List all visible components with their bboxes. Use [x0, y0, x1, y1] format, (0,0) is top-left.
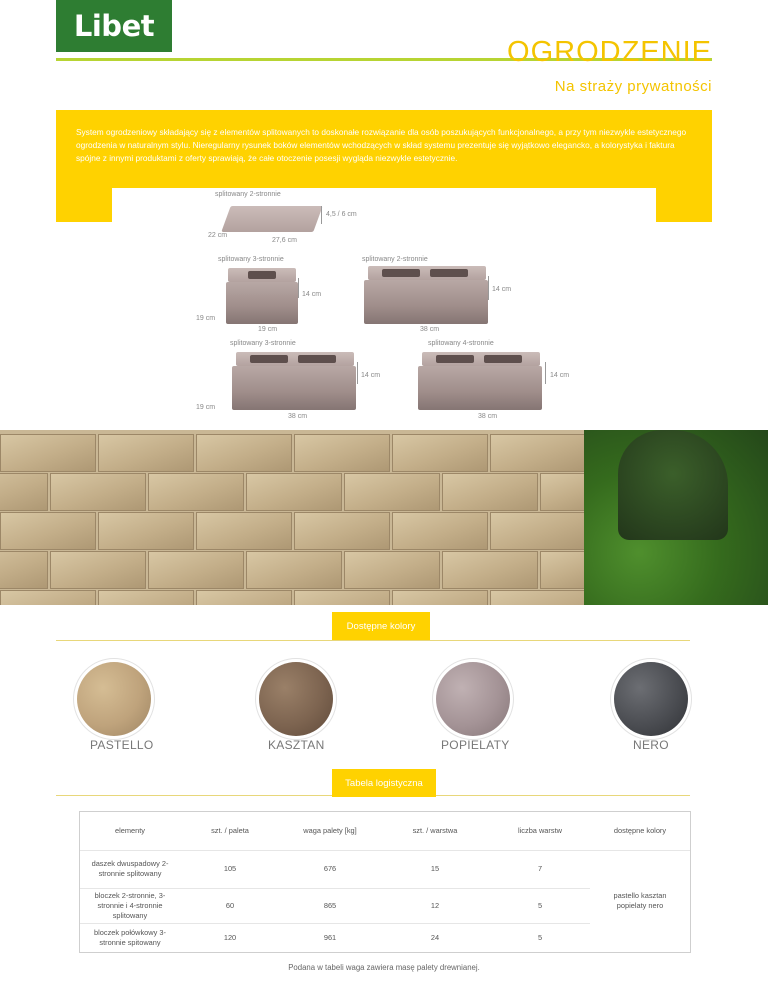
fence-brick [490, 512, 586, 550]
kasztan-texture [259, 662, 333, 736]
fence-brick [0, 434, 96, 472]
dimension-label: 19 cm [196, 315, 216, 322]
dimension-label: 19 cm [258, 326, 278, 333]
logistics-table [79, 811, 691, 953]
table-cell: 865 [323, 901, 337, 910]
fence-brick [50, 551, 146, 589]
footnote: Podana w tabeli waga zawiera masę palety drewnianej. [288, 963, 480, 972]
dimension-label: 22 cm [208, 232, 228, 239]
available-colors-cell: pastello kasztan popielaty nero [613, 891, 667, 910]
table-header: elementy [115, 826, 145, 835]
product-label: splitowany 3-stronnie [218, 256, 284, 263]
table-header: liczba warstw [518, 826, 562, 835]
logistics-section-title: Tabela logistyczna [332, 769, 436, 797]
fence-brick [50, 473, 146, 511]
fence-brick [490, 590, 586, 605]
table-header: szt. / warstwa [412, 826, 458, 835]
fence-brick [148, 551, 244, 589]
fence-brick [196, 512, 292, 550]
fence-brick [0, 473, 48, 511]
fence-brick [148, 473, 244, 511]
logo-text: Libet [73, 9, 155, 43]
dimension-label: 14 cm [550, 372, 570, 379]
table-cell: 7 [537, 864, 543, 873]
fence-brick [98, 590, 194, 605]
fence-brick [490, 434, 586, 472]
product-label: splitowany 2-stronnie [362, 256, 428, 263]
fence-brick [246, 473, 342, 511]
table-cell: 15 [430, 864, 440, 873]
table-cell: bloczek połówkowy 3-stronnie spitowany [94, 928, 166, 947]
table-cell: bloczek 2-stronnie, 3-stronnie i 4-stronnie splitowany [94, 891, 166, 920]
fence-brick [98, 512, 194, 550]
table-cell: 120 [223, 933, 237, 942]
libet-logo [56, 0, 172, 52]
fence-brick [246, 551, 342, 589]
table-header: dostępne kolory [613, 826, 667, 835]
intro-text: System ogrodzeniowy składający się z elementów splitowanych to doskonałe rozwiązanie dla osób poszukujących funkcjonalnego, a przy tym niezwykle estetycznego ogrodzenia w naturalnym stylu. Nieregularny rysunek boków elementów wchodzących w skład systemu prezentuje się wyjątkowo elegancko, a kolorystyka i faktura spójne z innymi produktami z oferty sprawiają, że całe otoczenie posesji wygląda niezwykle estetycznie. [76, 127, 687, 163]
product-label: splitowany 3-stronnie [230, 340, 296, 347]
fence-brick [344, 551, 440, 589]
block-image [232, 366, 356, 410]
table-header: waga palety [kg] [303, 826, 357, 835]
dimension-label: 14 cm [302, 291, 322, 298]
fence-brick [392, 434, 488, 472]
fence-brick [392, 590, 488, 605]
fence-brick [294, 512, 390, 550]
block-image [418, 366, 542, 410]
table-header: szt. / paleta [211, 826, 249, 835]
nero-texture [614, 662, 688, 736]
table-cell: daszek dwuspadowy 2-stronnie splitowany [91, 859, 169, 878]
fence-brick [196, 590, 292, 605]
table-cell: 676 [323, 864, 337, 873]
fence-brick [98, 434, 194, 472]
page-subtitle: Na straży prywatności [554, 78, 712, 95]
swatch-nero [610, 658, 692, 740]
fence-photo [0, 430, 768, 605]
fence-brick [392, 512, 488, 550]
table-cell: 60 [225, 901, 235, 910]
swatch-popielaty [432, 658, 514, 740]
block-image [364, 280, 488, 324]
dimension-label: 19 cm [196, 404, 216, 411]
swatch-kasztan [255, 658, 337, 740]
dimension-label: 27,6 cm [272, 237, 297, 244]
colors-section-title: Dostępne kolory [332, 612, 430, 640]
table-cell: 5 [537, 901, 543, 910]
table-cell: 5 [537, 933, 543, 942]
fence-brick [294, 434, 390, 472]
product-label: splitowany 2-stronnie [215, 191, 281, 198]
fence-brick [442, 473, 538, 511]
popielaty-texture [436, 662, 510, 736]
table-cell: 12 [430, 901, 440, 910]
color-name-popielaty: POPIELATY [441, 738, 510, 752]
dimension-label: 4,5 / 6 cm [326, 211, 357, 218]
fence-brick [344, 473, 440, 511]
fence-brick [0, 512, 96, 550]
color-name-pastello: PASTELLO [90, 738, 154, 752]
dimension-label: 38 cm [478, 413, 498, 420]
dimension-label: 38 cm [420, 326, 440, 333]
table-cell: 105 [223, 864, 237, 873]
dimension-label: 14 cm [492, 286, 512, 293]
pastello-texture [77, 662, 151, 736]
color-name-nero: NERO [633, 738, 669, 752]
fence-brick [442, 551, 538, 589]
fence-brick [196, 434, 292, 472]
dimension-label: 38 cm [288, 413, 308, 420]
swatch-pastello [73, 658, 155, 740]
section-divider [56, 640, 690, 641]
page-title: OGRODZENIE [507, 36, 712, 68]
half-block-image [226, 282, 298, 324]
fence-brick [294, 590, 390, 605]
fence-brick [0, 551, 48, 589]
cap-image [221, 206, 322, 232]
fence-brick [0, 590, 96, 605]
color-name-kasztan: KASZTAN [268, 738, 325, 752]
table-cell: 24 [430, 933, 440, 942]
dimension-label: 14 cm [361, 372, 381, 379]
table-cell: 961 [323, 933, 337, 942]
product-label: splitowany 4-stronnie [428, 340, 494, 347]
